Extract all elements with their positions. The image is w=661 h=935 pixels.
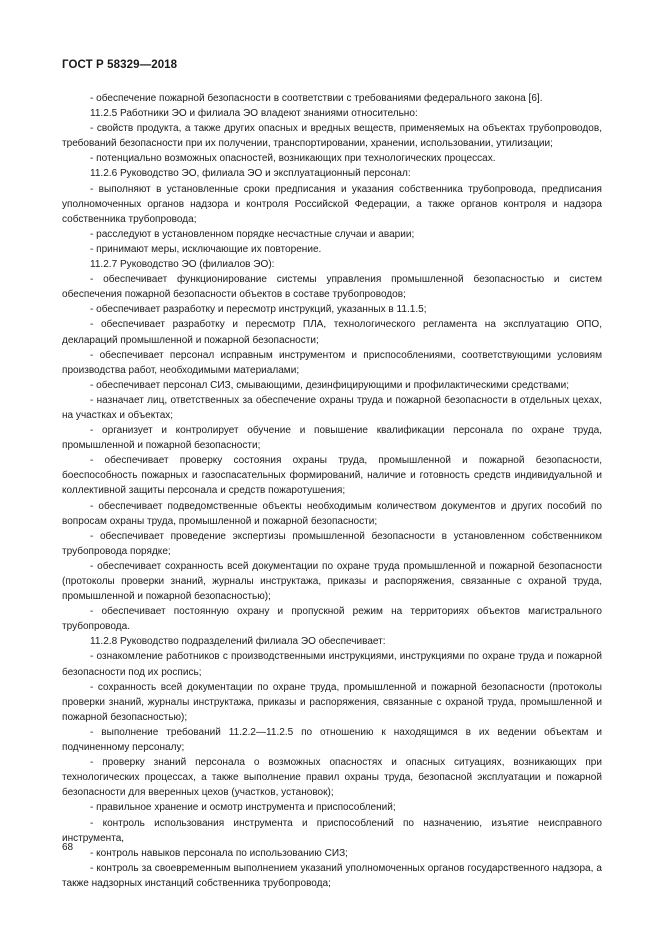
- paragraph: - обеспечивает сохранность всей документации по охране труда промышленной и пожарной безопасности (протоколы проверки знаний, журналы инструктажа, приказы и распоряжения, связанные с охраной труда, промышленной и пожарной безопасностью);: [62, 560, 602, 603]
- document-header: ГОСТ Р 58329—2018: [62, 59, 178, 71]
- page-number: 68: [62, 842, 74, 853]
- paragraph: - сохранность всей документации по охране труда, промышленной и пожарной безопасности (протоколы проверки знаний, журналы инструктажа, приказы и распоряжения, связанные с охраной труда, промышленной и пожарной безопасностью);: [62, 681, 602, 723]
- paragraph: - назначает лиц, ответственных за обеспечение охраны труда и пожарной безопасности в отдельных цехах, на участках и объектах;: [62, 394, 602, 421]
- paragraph: - потенциально возможных опасностей, возникающих при технологических процессах.: [90, 153, 496, 165]
- paragraph: - правильное хранение и осмотр инструмента и приспособлений;: [90, 802, 396, 814]
- paragraph: - обеспечивает персонал исправным инструментом и приспособлениями, соответствующими условиям производства работ, необходимыми материалами;: [62, 349, 602, 376]
- paragraph: - обеспечивает разработку и пересмотр инструкций, указанных в 11.1.5;: [90, 304, 427, 316]
- paragraph: 11.2.8 Руководство подразделений филиала ЭО обеспечивает:: [90, 636, 386, 648]
- paragraph: - контроль за своевременным выполнением указаний уполномоченных органов государственного надзора, а также надзорных инстанций собственника трубопровода;: [62, 862, 602, 889]
- paragraph: - контроль навыков персонала по использованию СИЗ;: [90, 847, 348, 859]
- paragraph: - выполнение требований 11.2.2—11.2.5 по отношению к находящимся в их ведении объектам и подчиненному персоналу;: [62, 726, 602, 754]
- paragraph: - обеспечивает функционирование системы управления промышленной безопасностью и систем обеспечения пожарной безопасности объектов в составе трубопроводов;: [62, 274, 602, 301]
- paragraph: - организует и контролирует обучение и повышение квалификации персонала по охране труда, промышленной и пожарной безопасности;: [62, 425, 602, 452]
- document-body: [62, 91, 602, 891]
- paragraph: - ознакомление работников с производственными инструкциями, инструкциями по охране труда и пожарной безопасности под их роспись;: [62, 651, 602, 678]
- paragraph: - проверку знаний персонала о возможных опасностях и опасных ситуациях, возникающих при технологических процессах, а также выполнение правил охраны труда, безопасной эксплуатации и пожарной безопасности для вверенных цехов (участков, установок);: [62, 757, 602, 799]
- paragraph: - обеспечивает персонал СИЗ, смывающими, дезинфицирующими и профилактическими средствами;: [90, 379, 569, 391]
- paragraph: - обеспечивает разработку и пересмотр ПЛА, технологического регламента на эксплуатацию ОПО, деклараций промышленной и пожарной безопасности;: [62, 319, 602, 346]
- paragraph: - выполняют в установленные сроки предписания и указания собственника трубопровода, предписания уполномоченных органов надзора и контроля Российской Федерации, а также органов контроля и надзора собственника трубопровода;: [62, 183, 602, 225]
- paragraph: - обеспечивает подведомственные объекты необходимым количеством документов и других пособий по вопросам охраны труда, промышленной и пожарной безопасности;: [62, 500, 602, 527]
- paragraph: 11.2.5 Работники ЭО и филиала ЭО владеют знаниями относительно:: [90, 108, 418, 120]
- paragraph: 11.2.6 Руководство ЭО, филиала ЭО и эксплуатационный персонал:: [90, 168, 411, 180]
- paragraph: - обеспечивает постоянную охрану и пропускной режим на территориях объектов магистрального трубопровода.: [62, 606, 602, 633]
- paragraph: 11.2.7 Руководство ЭО (филиалов ЭО):: [90, 259, 275, 271]
- paragraph: - обеспечивает проведение экспертизы промышленной безопасности в установленном собственником трубопровода порядке;: [62, 530, 602, 557]
- paragraph: - принимают меры, исключающие их повторение.: [90, 243, 322, 255]
- paragraph: - контроль использования инструмента и приспособлений по назначению, изъятие неисправного инструмента,: [62, 817, 602, 844]
- paragraph: - обеспечение пожарной безопасности в соответствии с требованиями федерального закона [6].: [90, 93, 543, 104]
- paragraph: - расследуют в установленном порядке несчастные случаи и аварии;: [90, 228, 415, 240]
- paragraph: - обеспечивает проверку состояния охраны труда, промышленной и пожарной безопасности, боеспособность пожарных и газоспасательных формирований, наличие и готовность средств индивидуальной и коллективной защиты персонала и средств пожаротушения;: [62, 455, 602, 497]
- paragraph: - свойств продукта, а также других опасных и вредных веществ, применяемых на объектах трубопроводов, требований безопасности при их получении, транспортировании, хранении, использовании, утилизации;: [62, 123, 602, 150]
